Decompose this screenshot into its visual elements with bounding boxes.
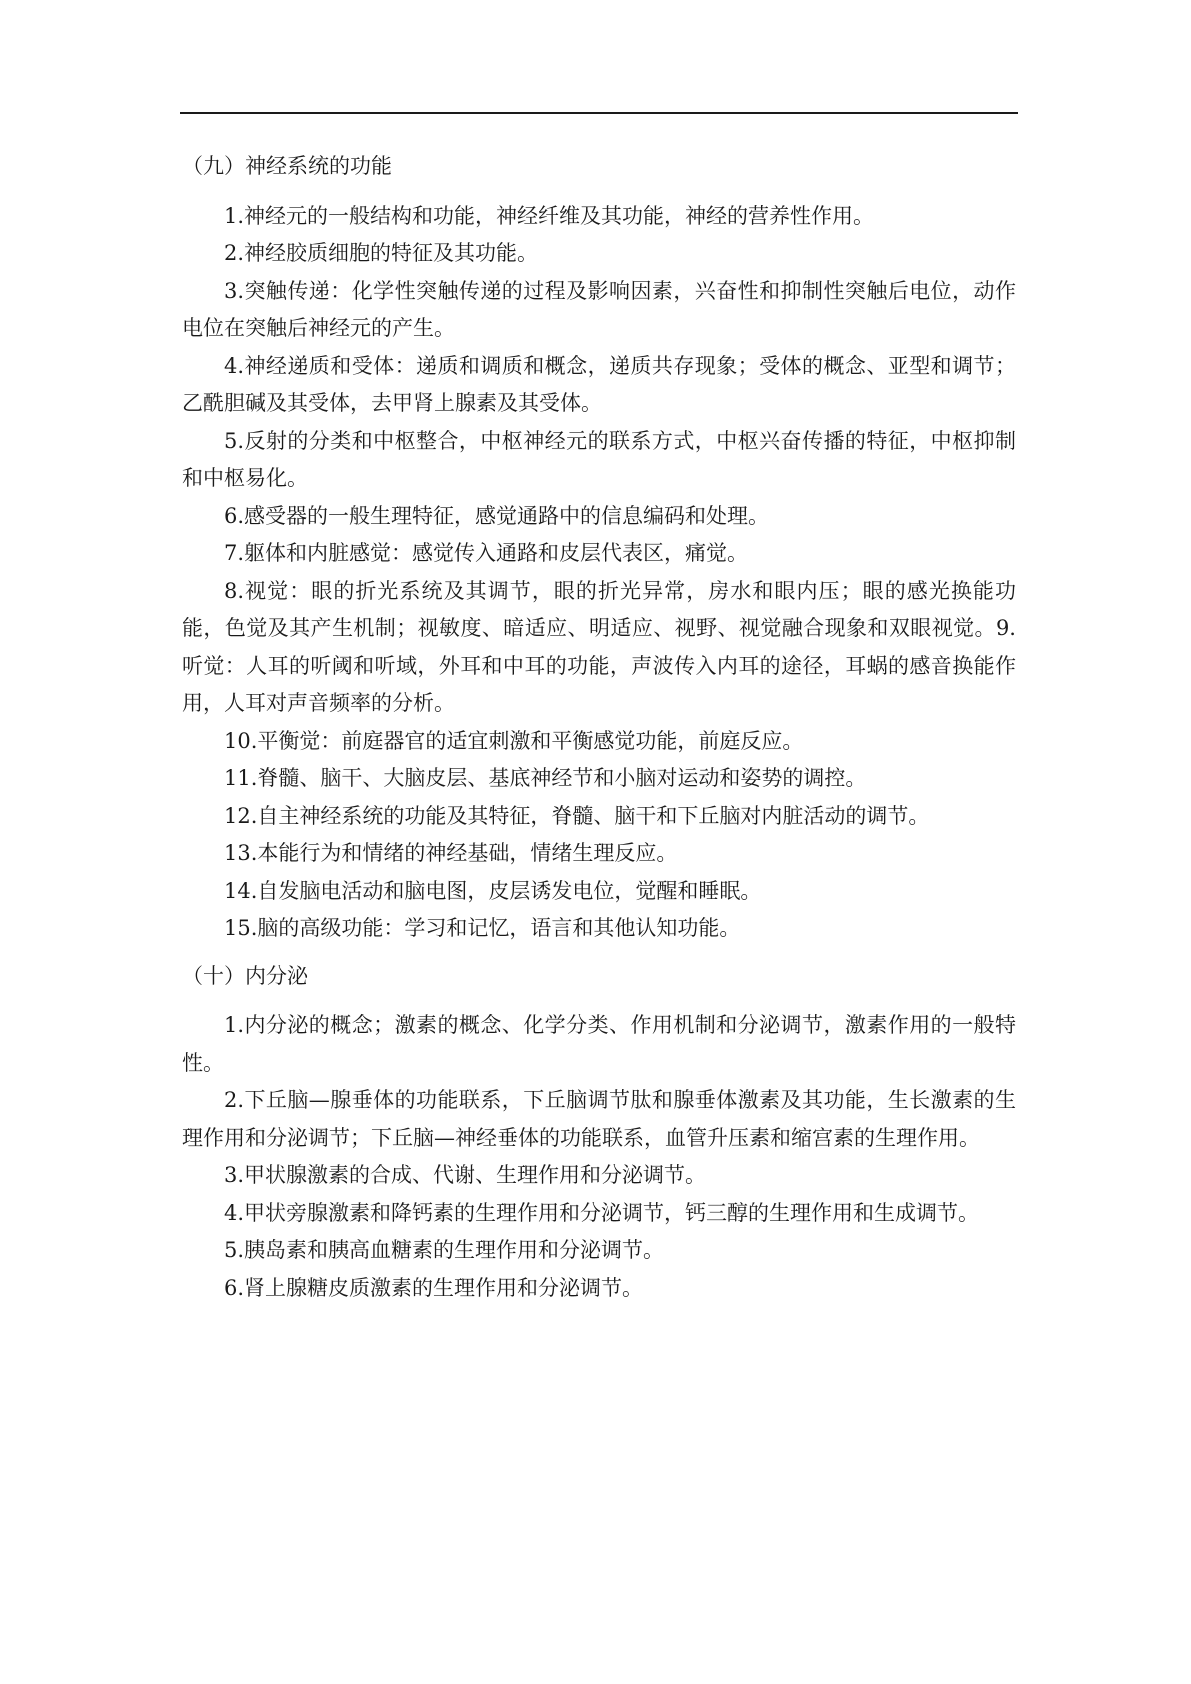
section-endocrine bbox=[182, 958, 1016, 1308]
section-heading: （九）神经系统的功能 bbox=[182, 154, 392, 178]
list-item: 6.肾上腺糖皮质激素的生理作用和分泌调节。 bbox=[224, 1275, 644, 1300]
list-item: 5.反射的分类和中枢整合，中枢神经元的联系方式，中枢兴奋传播的特征，中枢抑制和中枢易化。 bbox=[182, 428, 1016, 490]
list-item: 4.甲状旁腺激素和降钙素的生理作用和分泌调节，钙三醇的生理作用和生成调节。 bbox=[224, 1200, 980, 1225]
list-item: 12.自主神经系统的功能及其特征，脊髓、脑干和下丘脑对内脏活动的调节。 bbox=[224, 803, 930, 828]
list-item: 6.感受器的一般生理特征，感觉通路中的信息编码和处理。 bbox=[224, 503, 770, 528]
list-item: 1.神经元的一般结构和功能，神经纤维及其功能，神经的营养性作用。 bbox=[224, 203, 875, 228]
list-item: 10.平衡觉：前庭器官的适宜刺激和平衡感觉功能，前庭反应。 bbox=[224, 728, 804, 753]
list-item: 8.视觉：眼的折光系统及其调节，眼的折光异常，房水和眼内压；眼的感光换能功能，色觉及其产生机制；视敏度、暗适应、明适应、视野、视觉融合现象和双眼视觉。9.听觉：人耳的听阈和听域，外耳和中耳的功能，声波传入内耳的途径，耳蜗的感音换能作用，人耳对声音频率的分析。 bbox=[182, 578, 1016, 715]
section-items bbox=[182, 1007, 1016, 1307]
list-item: 3.甲状腺激素的合成、代谢、生理作用和分泌调节。 bbox=[224, 1163, 707, 1187]
list-item: 5.胰岛素和胰高血糖素的生理作用和分泌调节。 bbox=[224, 1238, 665, 1262]
list-item: 11.脊髓、脑干、大脑皮层、基底神经节和小脑对运动和姿势的调控。 bbox=[224, 766, 867, 790]
header-rule bbox=[180, 112, 1018, 114]
section-heading: （十）内分泌 bbox=[182, 963, 308, 988]
list-item: 7.躯体和内脏感觉：感觉传入通路和皮层代表区，痛觉。 bbox=[224, 541, 749, 565]
list-item: 2.下丘脑—腺垂体的功能联系，下丘脑调节肽和腺垂体激素及其功能，生长激素的生理作用和分泌调节；下丘脑—神经垂体的功能联系，血管升压素和缩宫素的生理作用。 bbox=[182, 1088, 1016, 1150]
list-item: 4.神经递质和受体：递质和调质和概念，递质共存现象；受体的概念、亚型和调节；乙酰胆碱及其受体，去甲肾上腺素及其受体。 bbox=[182, 353, 1016, 415]
list-item: 1.内分泌的概念；激素的概念、化学分类、作用机制和分泌调节，激素作用的一般特性。 bbox=[182, 1013, 1016, 1075]
section-items bbox=[182, 198, 1016, 948]
document-body bbox=[182, 148, 1016, 1317]
list-item: 15.脑的高级功能：学习和记忆，语言和其他认知功能。 bbox=[224, 916, 741, 940]
list-item: 3.突触传递：化学性突触传递的过程及影响因素，兴奋性和抑制性突触后电位，动作电位在突触后神经元的产生。 bbox=[182, 278, 1016, 340]
list-item: 13.本能行为和情绪的神经基础，情绪生理反应。 bbox=[224, 841, 678, 865]
list-item: 2.神经胶质细胞的特征及其功能。 bbox=[224, 241, 539, 265]
list-item: 14.自发脑电活动和脑电图，皮层诱发电位，觉醒和睡眠。 bbox=[224, 878, 762, 903]
section-nervous-system bbox=[182, 148, 1016, 948]
